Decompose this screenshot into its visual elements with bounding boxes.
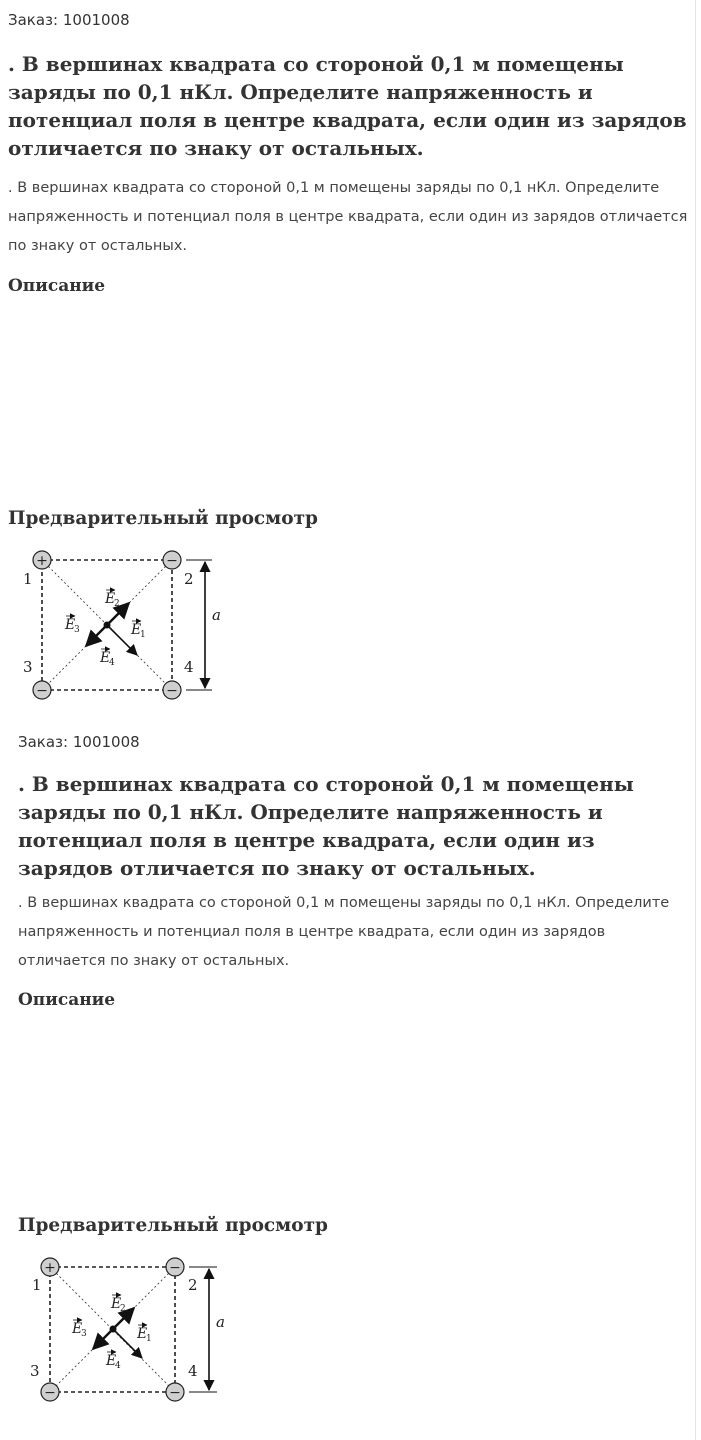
vector-label-e1 <box>130 621 146 640</box>
preview-diagram <box>14 545 224 700</box>
svg-text:−: − <box>169 1385 181 1401</box>
corner-label-3: 3 <box>30 1362 40 1380</box>
svg-text:2: 2 <box>114 599 120 609</box>
vector-e3 <box>93 1329 113 1349</box>
product-description: . В вершинах квадрата со стороной 0,1 м помещены заряды по 0,1 нКл. Определите напряженность и потенциал поля в центре квадрата, если один из зарядов отличается по знаку от остальных. <box>8 180 688 254</box>
svg-text:E: E <box>72 1321 83 1337</box>
svg-text:2: 2 <box>120 1304 126 1314</box>
svg-text:E: E <box>65 617 76 633</box>
corner-label-4: 4 <box>184 658 194 676</box>
svg-text:+: + <box>44 1260 56 1276</box>
svg-text:−: − <box>169 1260 181 1276</box>
charge-2 <box>166 1258 184 1276</box>
vector-label-e2 <box>104 590 120 609</box>
vector-e3 <box>86 625 107 646</box>
charge-1 <box>41 1258 59 1276</box>
preview-heading: Предварительный просмотр <box>18 1215 328 1236</box>
vector-label-e1 <box>136 1325 152 1344</box>
svg-text:E: E <box>100 650 111 666</box>
svg-text:E: E <box>131 622 142 638</box>
svg-text:3: 3 <box>74 625 80 635</box>
corner-label-3: 3 <box>23 658 33 676</box>
svg-text:3: 3 <box>81 1329 87 1339</box>
svg-text:4: 4 <box>115 1361 121 1371</box>
center-point <box>104 622 111 629</box>
vector-label-e4 <box>99 649 115 668</box>
corner-label-1: 1 <box>23 570 33 588</box>
svg-text:E: E <box>111 1296 122 1312</box>
svg-text:−: − <box>36 683 48 699</box>
preview-diagram <box>22 1252 236 1407</box>
svg-text:−: − <box>166 553 178 569</box>
order-number: Заказ: 1001008 <box>8 11 130 29</box>
order-number: Заказ: 1001008 <box>18 733 140 751</box>
center-point <box>110 1326 117 1333</box>
svg-text:−: − <box>44 1385 56 1401</box>
charge-2 <box>163 551 181 569</box>
svg-text:1: 1 <box>146 1334 152 1344</box>
corner-label-2: 2 <box>184 570 194 588</box>
charge-4 <box>163 681 181 699</box>
svg-text:+: + <box>36 553 48 569</box>
description-heading: Описание <box>18 990 116 1010</box>
svg-text:1: 1 <box>140 630 146 640</box>
charge-1 <box>33 551 51 569</box>
svg-text:4: 4 <box>109 658 115 668</box>
charge-4 <box>166 1383 184 1401</box>
svg-text:E: E <box>106 1353 117 1369</box>
svg-text:E: E <box>105 591 116 607</box>
product-description: . В вершинах квадрата со стороной 0,1 м помещены заряды по 0,1 нКл. Определите напряженность и потенциал поля в центре квадрата, если один из зарядов отличается по знаку от остальных. <box>18 895 670 969</box>
vector-label-e2 <box>110 1295 126 1314</box>
preview-heading: Предварительный просмотр <box>8 508 318 529</box>
vector-label-e4 <box>105 1352 121 1371</box>
charge-3 <box>41 1383 59 1401</box>
svg-text:−: − <box>166 683 178 699</box>
product-title: . В вершинах квадрата со стороной 0,1 м помещены заряды по 0,1 нКл. Определите напряженность и потенциал поля в центре квадрата, если один из зарядов отличается по знаку от остальных. <box>8 52 687 160</box>
vector-label-e3 <box>64 616 80 635</box>
svg-text:E: E <box>137 1326 148 1342</box>
description-heading: Описание <box>8 276 106 296</box>
vector-label-e3 <box>71 1320 87 1339</box>
corner-label-1: 1 <box>32 1276 42 1294</box>
side-label: a <box>212 606 221 624</box>
charge-3 <box>33 681 51 699</box>
corner-label-2: 2 <box>188 1276 198 1294</box>
side-label: a <box>216 1313 225 1331</box>
corner-label-4: 4 <box>188 1362 198 1380</box>
product-title: . В вершинах квадрата со стороной 0,1 м помещены заряды по 0,1 нКл. Определите напряженность и потенциал поля в центре квадрата, если один из зарядов отличается по знаку от остальных. <box>18 772 634 880</box>
